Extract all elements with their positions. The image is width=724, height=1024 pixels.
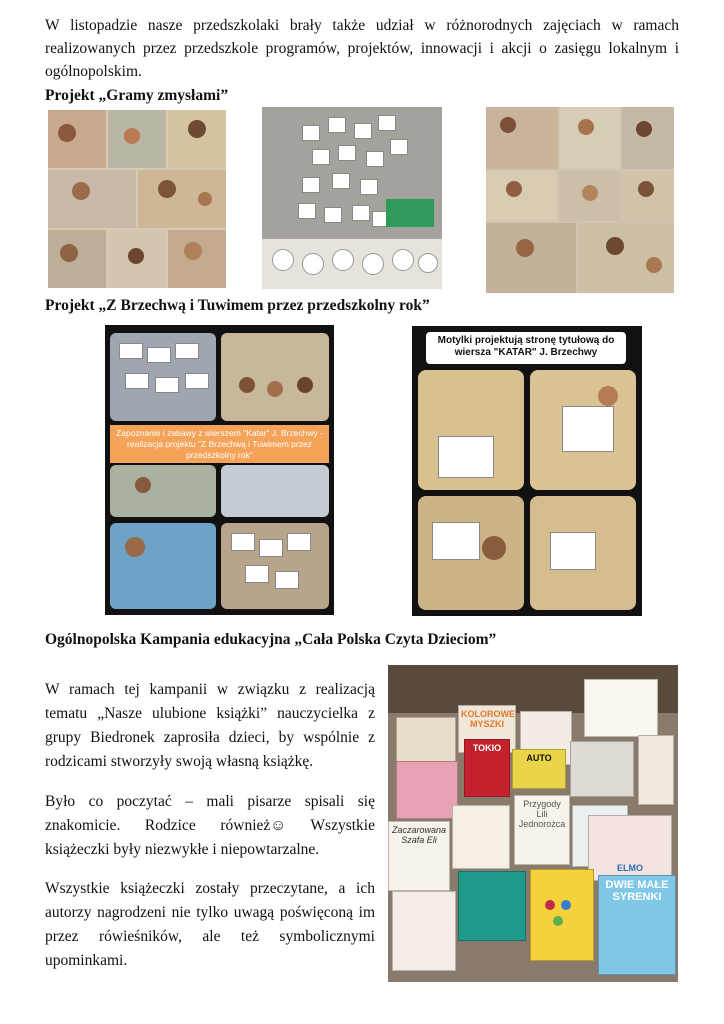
- photo-motylki-collage: [412, 326, 642, 616]
- photo-picture-cards: [262, 107, 442, 289]
- campaign-paragraph-3: Wszystkie książeczki zostały przeczytane, a ich autorzy nagrodzeni nie tylko uwagą poświęconą im przez rówieśników, ale też symbolicznymi upominkami.: [45, 880, 375, 969]
- intro-paragraph: W listopadzie nasze przedszkolaki brały także udział w różnorodnych zajęciach w ramach realizowanych przez przedszkole programów, projektów, innowacji i akcji o zasięgu lokalnym i ogólnopolskim.: [45, 17, 679, 80]
- book-cover-dwie-male-syrenki: DWIE MAŁE SYRENKI: [598, 875, 676, 975]
- photo-children-collage-1: [48, 110, 226, 288]
- campaign-paragraph-2: Było co poczytać – mali pisarze spisali się znakomicie. Rodzice również☺ Wszystkie książeczki były niezwykłe i niepowtarzalne.: [45, 793, 375, 858]
- photo-homemade-books: [388, 665, 678, 982]
- section-heading-gramy-zmyslami: Projekt „Gramy zmysłami”: [45, 87, 229, 104]
- book-cover-przygody-lili: Przygody Lili Jednorożca: [514, 795, 570, 865]
- book-cover-tokio: TOKIO: [464, 739, 510, 797]
- section-heading-kampania: Ogólnopolska Kampania edukacyjna „Cała Polska Czyta Dzieciom”: [45, 631, 497, 648]
- book-cover-kolorowe-myszki: KOLOROWE MYSZKI: [458, 705, 516, 753]
- book-cover-zaczarowana-szafa: Zaczarowana Szafa Eli: [388, 821, 450, 891]
- book-cover-elmo: ELMO: [588, 815, 672, 881]
- collage-banner: Motylki projektują stronę tytułową do wiersza "KATAR" J. Brzechwy: [426, 332, 626, 364]
- campaign-paragraph-1: W ramach tej kampanii w związku z realizacją tematu „Nasze ulubione książki” nauczycielka z grupy Biedronek zaprosiła dzieci, by wspólnie z rodzicami stworzyły swoją własną książkę.: [45, 681, 375, 770]
- collage-caption: Zapoznanie i zabawy z wierszem "Katar" J. Brzechwy -realizacja projektu "Z Brzechwą i Tuwimem przez przedszkolny rok": [110, 425, 329, 463]
- book-cover-auto: AUTO: [512, 749, 566, 789]
- section-heading-brzechwa-tuwim: Projekt „Z Brzechwą i Tuwimem przez przedszkolny rok”: [45, 297, 430, 314]
- photo-children-tables: [486, 107, 674, 293]
- photo-katar-collage: [105, 325, 334, 615]
